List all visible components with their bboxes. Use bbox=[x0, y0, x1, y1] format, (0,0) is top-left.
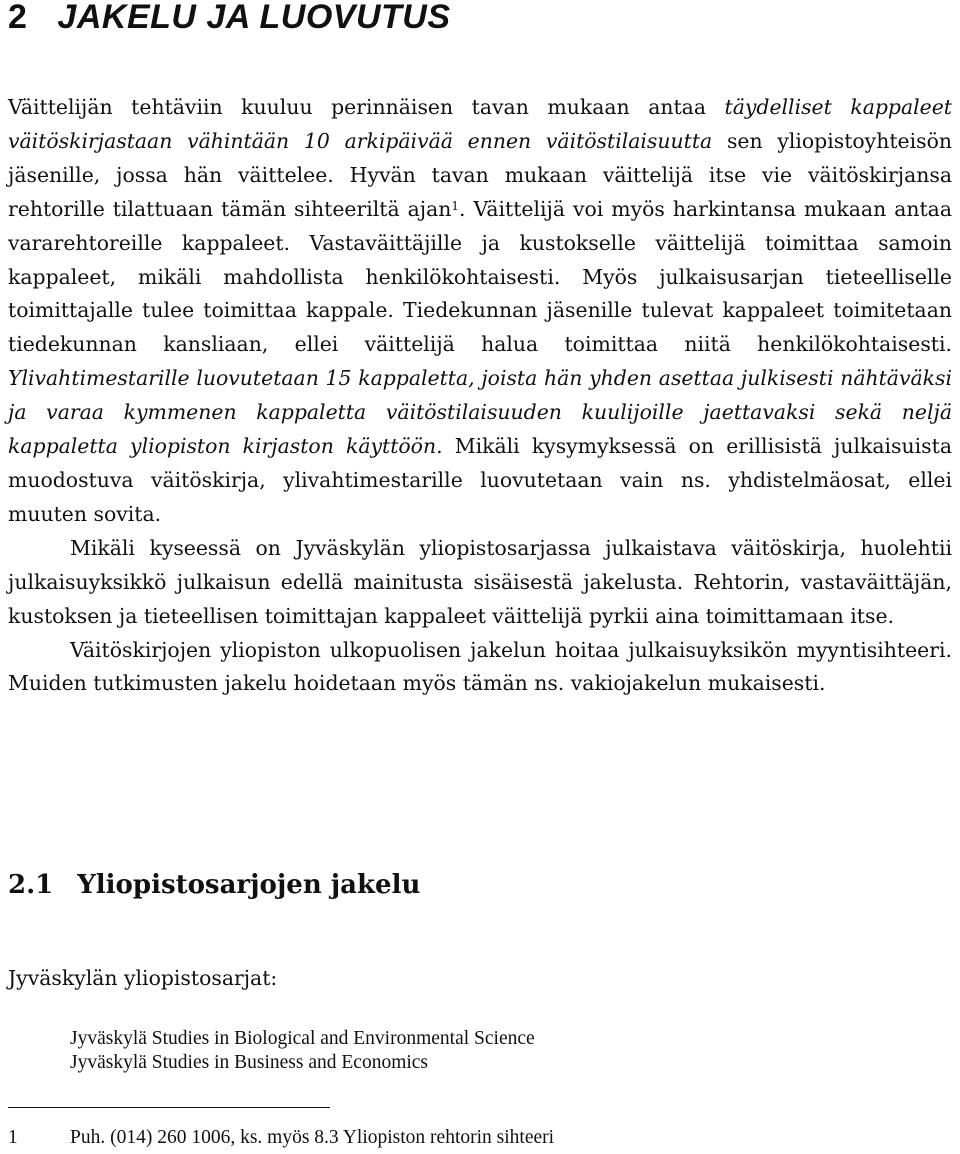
chapter-body bbox=[8, 91, 952, 701]
paragraph-text: sen yliopistoyhteisön jäsenille, jossa hän väittelee. Hyvän tavan mukaan väittelijä itse vie väitöskirjansa rehtorille tilattuaan tämän sihteeriltä ajan bbox=[8, 128, 952, 221]
list-item: Jyväskylä Studies in Business and Economics bbox=[70, 1052, 429, 1073]
paragraph-distribution bbox=[8, 91, 952, 532]
footnote-text: Puh. (014) 260 1006, ks. myös 8.3 Yliopiston rehtorin sihteeri bbox=[70, 1127, 555, 1148]
chapter-title: JAKELU JA LUOVUTUS bbox=[57, 0, 451, 36]
footnote-number: 1 bbox=[8, 1127, 18, 1148]
emphasis-text: täydelliset kappaleet väitöskirjastaan vähintään 10 arkipäivää ennen väitöstilaisuutta bbox=[8, 95, 952, 153]
paragraph-external-distribution: Väitöskirjojen yliopiston ulkopuolisen jakelun hoitaa julkaisuyksikön myyntisihteeri. Muiden tutkimusten jakelu hoidetaan myös tämän ns. vakiojakelun mukaisesti. bbox=[8, 637, 952, 696]
series-list bbox=[70, 1027, 535, 1075]
section-number: 2.1 bbox=[8, 870, 54, 900]
footnote-reference[interactable]: 1 bbox=[451, 198, 460, 213]
footnote bbox=[8, 1126, 554, 1150]
paragraph-text: . Väittelijä voi myös harkintansa mukaan antaa vararehtoreille kappaleet. Vastaväittäjille ja kustokselle väittelijä toimittaa samoin kappaleet, mikäli mahdollista henkilökohtaisesti. Myös julkaisusarjan tieteelliselle toimittajalle tulee toimittaa kappale. Tiedekunnan jäsenille tulevat kappaleet toimitetaan tiedekunnan kansliaan, ellei väittelijä halua toimittaa niitä henkilökohtaisesti. bbox=[8, 196, 952, 357]
chapter-heading bbox=[8, 0, 451, 34]
paragraph-internal-distribution: Mikäli kyseessä on Jyväskylän yliopistosarjassa julkaistava väitöskirja, huolehtii julkaisuyksikkö julkaisun edellä mainitusta sisäisestä jakelusta. Rehtorin, vastaväittäjän, kustoksen ja tieteellisen toimittajan kappaleet väittelijä pyrkii aina toimittamaan itse. bbox=[8, 535, 952, 628]
paragraph-text: Mikäli kysymyksessä on erillisistä julkaisuista muodostuva väitöskirja, ylivahtimestarille luovutetaan vain ns. yhdistelmäosat, ellei muuten sovita. bbox=[8, 434, 952, 526]
list-item: Jyväskylä Studies in Biological and Environmental Science bbox=[70, 1028, 535, 1049]
footnote-divider bbox=[8, 1107, 330, 1108]
section-title: Yliopistosarjojen jakelu bbox=[77, 870, 421, 900]
series-label: Jyväskylän yliopistosarjat: bbox=[8, 966, 278, 990]
paragraph-text: Väittelijän tehtäviin kuuluu perinnäisen tavan mukaan antaa bbox=[8, 95, 725, 119]
section-heading bbox=[8, 868, 420, 902]
emphasis-text: Ylivahtimestarille luovutetaan 15 kappaletta, joista hän yhden asettaa julkisesti nähtäväksi ja varaa kymmenen kappaletta väitöstilaisuuden kuulijoille jaettavaksi sekä neljä kappaletta yliopiston kirjaston käyttöön. bbox=[8, 366, 952, 459]
chapter-number: 2 bbox=[8, 0, 28, 36]
